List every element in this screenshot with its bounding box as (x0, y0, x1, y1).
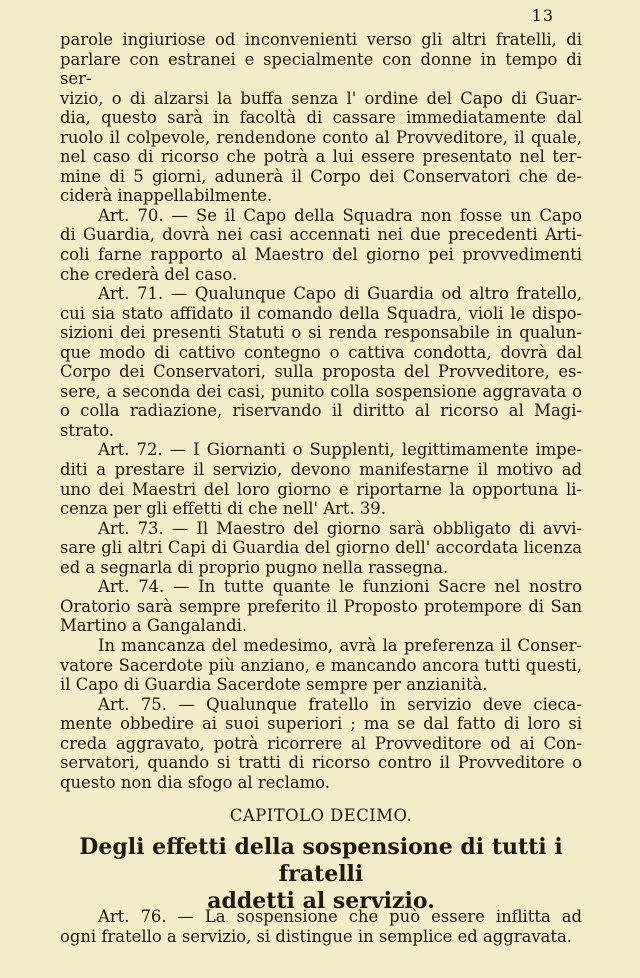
text-line: Oratorio sarà sempre preferito il Proposto protempore di San (60, 596, 582, 616)
text-line: il Capo di Guardia Sacerdote sempre per anzianità. (60, 675, 488, 695)
text-line: mente obbedire ai suoi superiori ; ma se dal fatto di loro si (60, 714, 582, 734)
text-line: Art. 76. — La sospensione che può essere inflitta ad (98, 907, 582, 926)
text-line: sizioni dei presenti Statuti o si renda responsabile in qualun- (60, 323, 582, 343)
section-heading (60, 834, 582, 915)
text-line: dia, questo sarà in facoltà di cassare immediatamente dal (60, 108, 582, 128)
text-line: diti a prestare il servizio, devono manifestarne il motivo ad (60, 460, 582, 480)
text-line: nel caso di ricorso che potrà a lui essere presentato nel ter- (60, 147, 582, 167)
text-line: Art. 75. — Qualunque fratello in servizio deve cieca- (98, 694, 582, 714)
section-heading-line: addetti al servizio. (207, 888, 435, 914)
text-line: questo non dia sfogo al reclamo. (60, 772, 330, 792)
text-line: Art. 70. — Se il Capo della Squadra non fosse un Capo (98, 205, 582, 225)
text-line: Martino a Gangalandi. (60, 616, 248, 636)
text-line: servatori, quando si tratti di ricorso contro il Provveditore o (60, 753, 582, 773)
text-line: ed a segnarla di proprio pugno nella rassegna. (60, 557, 449, 577)
chapter-title: CAPITOLO DECIMO. (229, 806, 413, 825)
text-line: strato. (60, 420, 114, 440)
text-line: ruolo il colpevole, rendendone conto al Provveditore, il quale, (60, 127, 582, 147)
text-line: ciderà inappellabilmente. (60, 186, 273, 206)
text-line: mine di 5 giorni, adunerà il Corpo dei Conservatori che de- (60, 166, 582, 186)
text-line: Corpo dei Conservatori, sulla proposta del Provveditore, es- (60, 362, 582, 382)
text-line: vizio, o di alzarsi la buffa senza l' ordine del Capo di Guar- (60, 88, 582, 108)
text-line: vatore Sacerdote più anziano, e mancando ancora tutti questi, (60, 655, 582, 675)
text-line: Art. 74. — In tutte quante le funzioni Sacre nel nostro (98, 577, 582, 597)
page-number: 13 (531, 6, 554, 25)
text-line: o colla radiazione, riservando il diritto al ricorso al Magi- (60, 401, 582, 421)
body-text (60, 30, 582, 792)
text-line: creda aggravato, potrà ricorrere al Provveditore od ai Con- (60, 733, 582, 753)
text-line: che crederà del caso. (60, 264, 238, 284)
text-line: ogni fratello a servizio, si distingue in semplice ed aggravata. (60, 926, 572, 946)
text-line: parlare con estranei e specialmente con donne in tempo di ser- (60, 49, 582, 89)
text-line: cenza per gli effetti di che nell' Art. 39. (60, 499, 386, 519)
text-line: sare gli altri Capi di Guardia del giorno dell' accordata licenza (60, 538, 582, 558)
text-line: Art. 72. — I Giornanti o Supplenti, legittimamente impe- (98, 440, 582, 460)
text-line: coli farne rapporto al Maestro del giorno pei provvedimenti (60, 245, 582, 265)
text-line: sere, a seconda dei casi, punito colla sospensione aggravata o (60, 381, 582, 401)
text-line: parole ingiuriose od inconvenienti verso gli altri fratelli, di (60, 30, 582, 49)
text-line: Art. 71. — Qualunque Capo di Guardia od altro fratello, (98, 284, 582, 304)
text-line: uno dei Maestri del loro giorno e riportarne la opportuna li- (60, 479, 582, 499)
text-line: que modo di cattivo contegno o cattiva condotta, dovrà dal (60, 342, 582, 362)
article-76 (60, 907, 582, 946)
text-line: Art. 73. — Il Maestro del giorno sarà obbligato di avvi- (98, 518, 582, 538)
text-line: In mancanza del medesimo, avrà la preferenza il Conser- (98, 635, 582, 655)
text-line: di Guardia, dovrà nei casi accennati nei due precedenti Arti- (60, 225, 582, 245)
text-line: cui sia stato affidato il comando della Squadra, violi le dispo- (60, 303, 582, 323)
section-heading-line: Degli effetti della sospensione di tutti i fratelli (79, 834, 563, 887)
